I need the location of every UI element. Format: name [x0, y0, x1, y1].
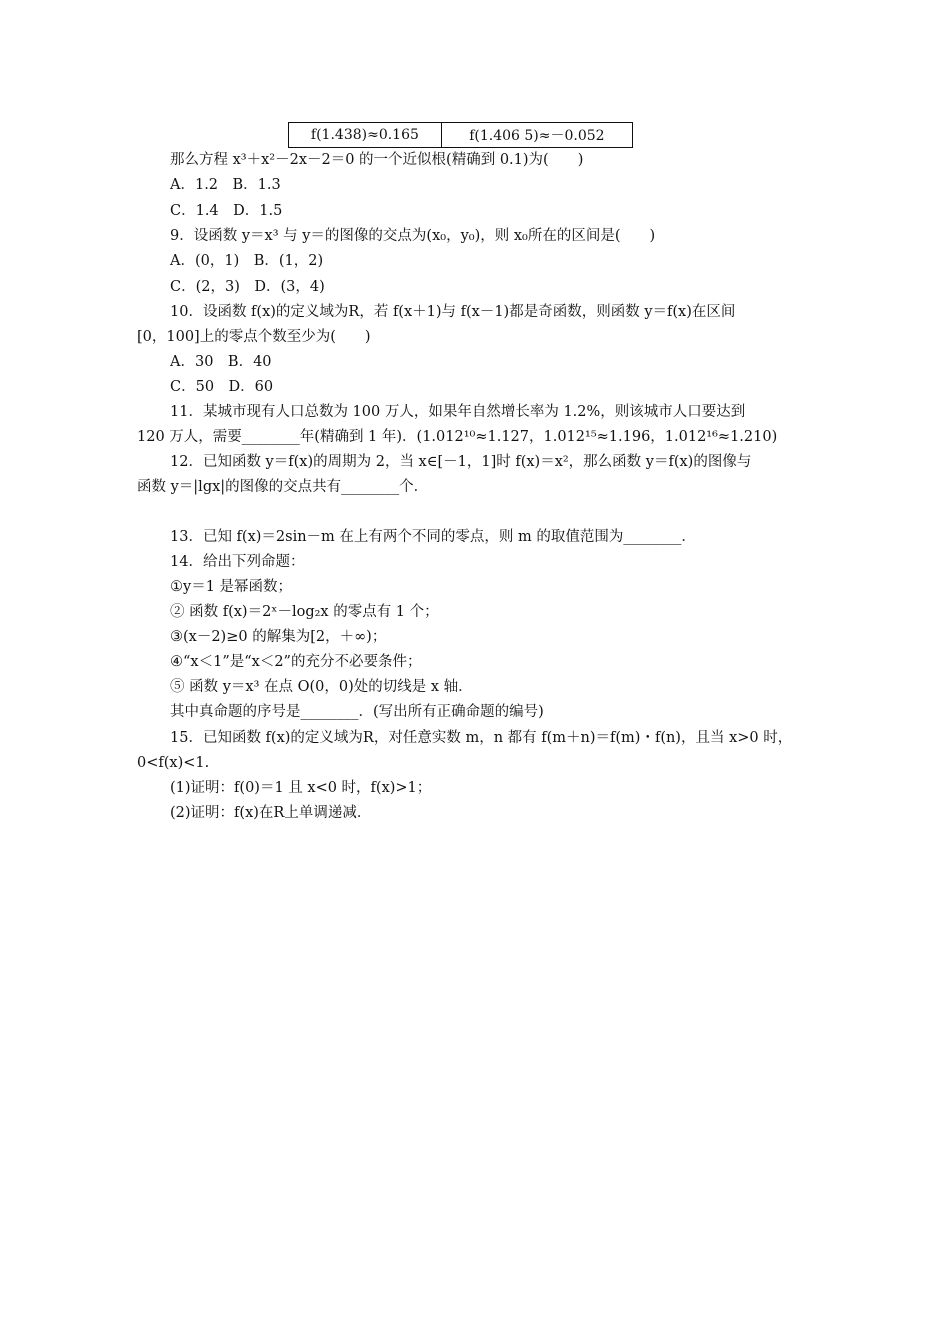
q11-stem-line2: 120 万人，需要________年(精确到 1 年)．(1.012¹⁰≈1.127，1.012¹⁵≈1.196，1.012¹⁶≈1.210)	[137, 429, 778, 445]
q8-options-cd: C．1.4 D．1.5	[170, 203, 283, 219]
q10-options-cd: C．50 D．60	[170, 379, 274, 395]
q12-stem-line2: 函数 y＝|lgx|的图像的交点共有________个．	[137, 479, 429, 495]
q10-stem-line1: 10．设函数 f(x)的定义域为R，若 f(x＋1)与 f(x－1)都是奇函数，则函数 y＝f(x)在区间	[170, 304, 736, 320]
q8-options-ab: A．1.2 B．1.3	[170, 177, 281, 193]
q15-part-2: (2)证明：f(x)在R上单调递减．	[170, 805, 372, 821]
q12-stem-line1: 12．已知函数 y＝f(x)的周期为 2，当 x∈[－1，1]时 f(x)＝x²，那么函数 y＝f(x)的图像与	[170, 454, 752, 470]
q9-options-cd: C．(2，3) D．(3，4)	[170, 279, 325, 295]
q15-stem-line1: 15．已知函数 f(x)的定义域为R，对任意实数 m，n 都有 f(m＋n)＝f(m)・f(n)，且当 x>0 时，	[170, 730, 793, 746]
table-cell-2: f(1.406 5)≈－0.052	[441, 123, 632, 148]
q15-part-1: (1)证明：f(0)＝1 且 x<0 时，f(x)>1；	[170, 780, 432, 796]
q14-item-5: ⑤ 函数 y＝x³ 在点 O(0，0)处的切线是 x 轴．	[170, 679, 473, 695]
q10-stem-line2: [0，100]上的零点个数至少为( )	[137, 329, 371, 345]
q14-item-1: ①y＝1 是幂函数；	[170, 579, 293, 595]
q11-stem-line1: 11．某城市现有人口总数为 100 万人，如果年自然增长率为 1.2%，则该城市人口要达到	[170, 404, 746, 420]
q14-item-3: ③(x－2)≥0 的解集为[2，＋∞)；	[170, 629, 387, 645]
q14-prompt: 其中真命题的序号是________．(写出所有正确命题的编号)	[170, 704, 544, 720]
table-row	[289, 123, 633, 148]
q10-options-ab: A．30 B．40	[170, 354, 272, 370]
q15-stem-line2: 0<f(x)<1.	[137, 755, 210, 771]
table-cell-1: f(1.438)≈0.165	[289, 123, 442, 148]
q9-stem: 9．设函数 y＝x³ 与 y＝的图像的交点为(x₀，y₀)，则 x₀所在的区间是( )	[170, 228, 656, 244]
q14-stem: 14．给出下列命题：	[170, 554, 305, 570]
function-values-table	[288, 122, 633, 148]
q8-stem: 那么方程 x³＋x²－2x－2＝0 的一个近似根(精确到 0.1)为( )	[170, 152, 584, 168]
q13-stem: 13．已知 f(x)＝2sin－m 在上有两个不同的零点，则 m 的取值范围为________．	[170, 529, 696, 545]
q9-options-ab: A．(0，1) B．(1，2)	[170, 253, 324, 269]
q14-item-4: ④“x＜1”是“x＜2”的充分不必要条件；	[170, 654, 422, 670]
q14-item-2: ② 函数 f(x)＝2ˣ－log₂x 的零点有 1 个；	[170, 604, 439, 620]
